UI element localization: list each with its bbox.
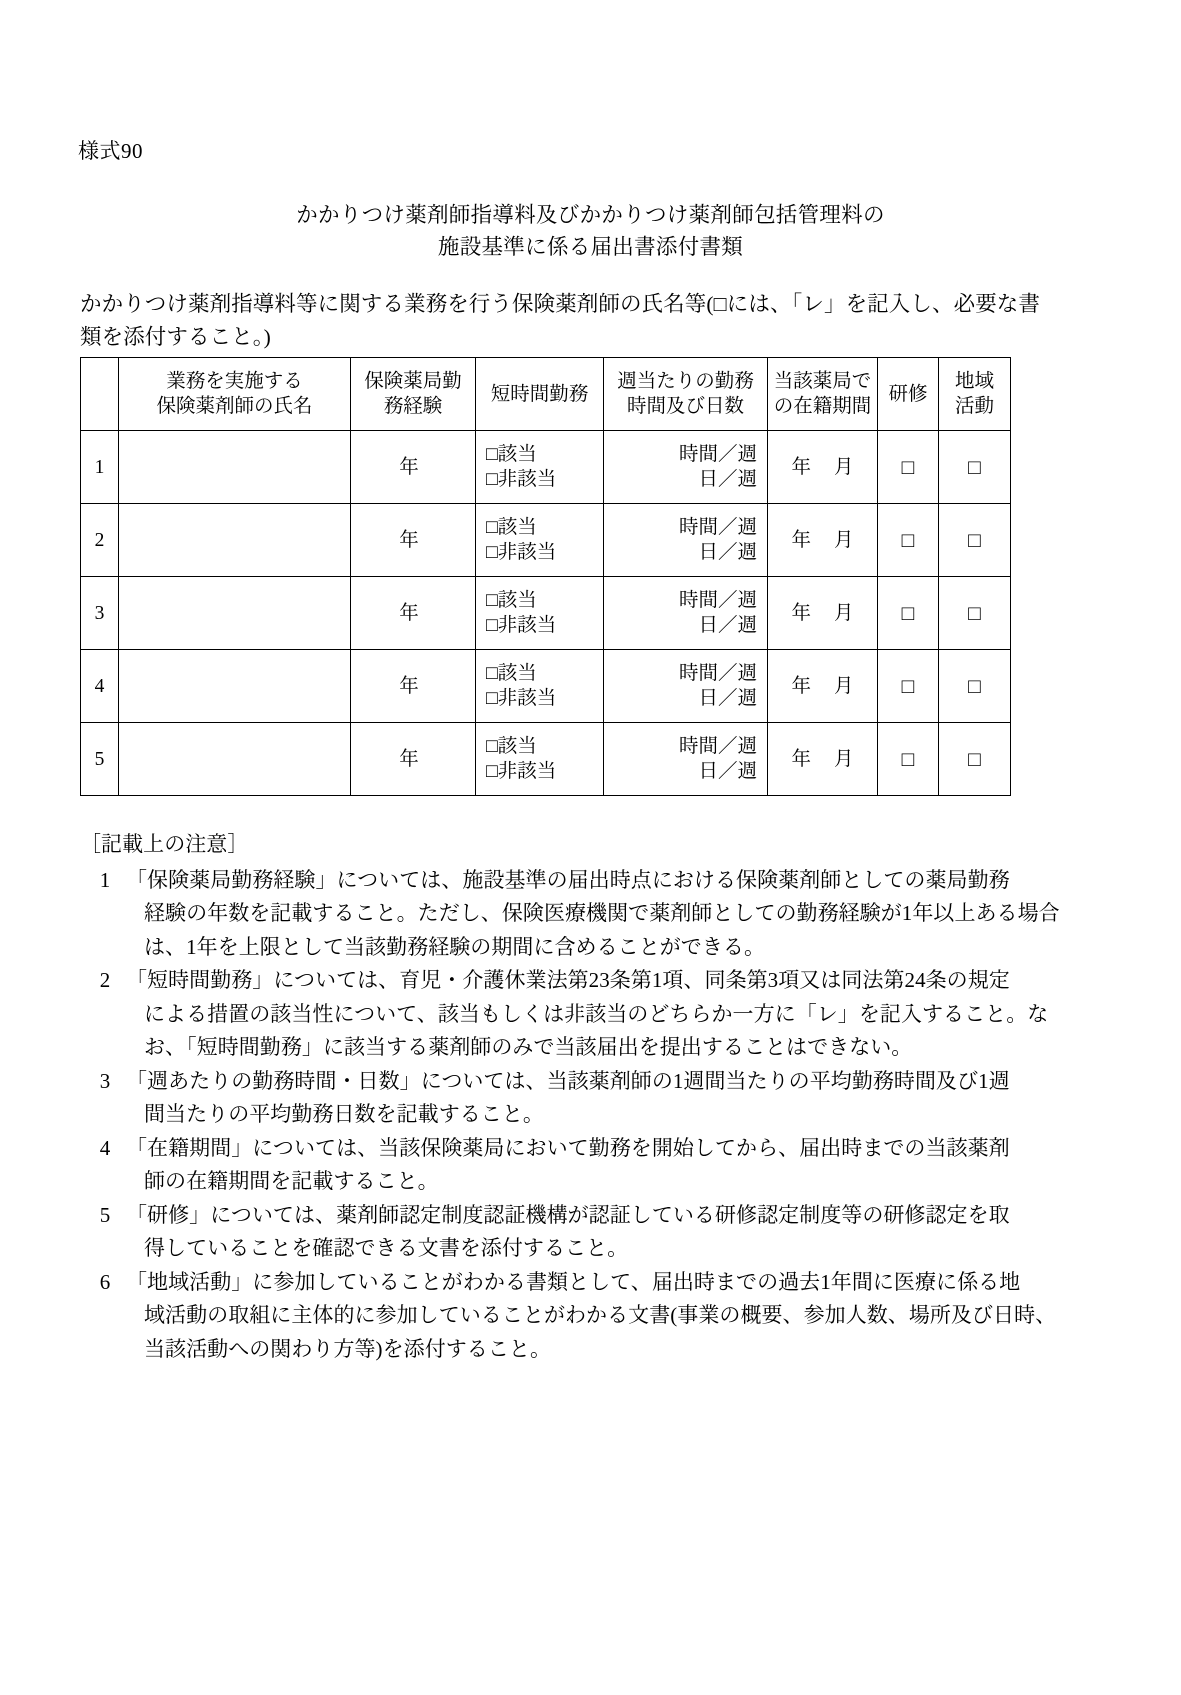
- tenure-cell[interactable]: [768, 650, 878, 723]
- pharmacist-table-wrapper: [80, 357, 1010, 796]
- tenure-month-unit: 月: [833, 602, 854, 624]
- training-checkbox-cell[interactable]: □: [878, 650, 939, 723]
- note-text: [124, 1132, 1100, 1199]
- row-number: 2: [81, 504, 119, 577]
- header-weekly-hours-line2: 時間及び日数: [626, 396, 744, 417]
- weekly-days-unit: 日／週: [698, 761, 757, 782]
- tenure-month-unit: 月: [833, 529, 854, 551]
- short-time-options[interactable]: [476, 661, 603, 711]
- note-line: 間当たりの平均勤務日数を記載すること。: [144, 1102, 544, 1126]
- local-activity-checkbox-cell[interactable]: □: [939, 431, 1011, 504]
- checkbox-not-applicable[interactable]: □非該当: [486, 688, 557, 709]
- note-line: 「地域活動」に参加していることがわかる書類として、届出時までの過去1年間に医療に係る地: [126, 1269, 1021, 1294]
- tenure-cell[interactable]: [768, 431, 878, 504]
- training-checkbox-cell[interactable]: □: [878, 577, 939, 650]
- note-number: 2: [99, 968, 111, 992]
- weekly-hours-units[interactable]: [604, 442, 767, 492]
- training-checkbox-cell[interactable]: □: [878, 723, 939, 796]
- local-activity-checkbox-cell[interactable]: □: [939, 723, 1011, 796]
- tenure-units: [768, 528, 877, 553]
- checkbox-applicable[interactable]: □該当: [486, 590, 537, 611]
- note-line: による措置の該当性について、該当もしくは非該当のどちらか一方に「レ」を記入すること。な: [144, 1001, 1049, 1026]
- header-experience: [351, 358, 476, 431]
- header-weekly-hours: [604, 358, 768, 431]
- header-short-time-work: 短時間勤務: [476, 358, 604, 431]
- notes-heading: ［記載上の注意］: [80, 832, 249, 856]
- form-number: 様式90: [78, 139, 143, 163]
- name-input-cell[interactable]: [119, 577, 351, 650]
- note-item: [80, 1266, 1100, 1367]
- short-time-cell[interactable]: [476, 723, 604, 796]
- header-tenure-line1: 当該薬局で: [773, 371, 872, 392]
- short-time-cell[interactable]: [476, 577, 604, 650]
- note-line: 師の在籍期間を記載すること。: [144, 1169, 439, 1193]
- note-line: 域活動の取組に主体的に参加していることがわかる文書(事業の概要、参加人数、場所及び日時、: [144, 1303, 1057, 1327]
- weekly-hours-cell[interactable]: [604, 723, 768, 796]
- note-line: 経験の年数を記載すること。ただし、保険医療機関で薬剤師としての勤務経験が1年以上ある場合: [144, 901, 1060, 925]
- row-number: 4: [81, 650, 119, 723]
- weekly-hours-cell[interactable]: [604, 504, 768, 577]
- weekly-hours-unit: 時間／週: [678, 517, 757, 538]
- local-activity-checkbox-cell[interactable]: □: [939, 504, 1011, 577]
- tenure-cell[interactable]: [768, 723, 878, 796]
- weekly-hours-units[interactable]: [604, 588, 767, 638]
- note-number: 6: [99, 1269, 111, 1294]
- name-input-cell[interactable]: [119, 504, 351, 577]
- header-pharmacist-name: [119, 358, 351, 431]
- tenure-units: [768, 747, 877, 772]
- header-row-number: [81, 358, 119, 431]
- tenure-units: [768, 455, 877, 480]
- note-number: 1: [99, 867, 111, 892]
- short-time-options[interactable]: [476, 515, 603, 565]
- tenure-units: [768, 601, 877, 626]
- note-text: [124, 964, 1100, 1065]
- weekly-days-unit: 日／週: [698, 615, 757, 636]
- table-row: [81, 504, 1011, 577]
- table-row: [81, 723, 1011, 796]
- header-pharmacist-name-line2: 保険薬剤師の氏名: [156, 396, 313, 417]
- row-number: 5: [81, 723, 119, 796]
- note-text: [124, 1266, 1100, 1367]
- table-row: [81, 650, 1011, 723]
- table-body: [81, 431, 1011, 796]
- weekly-hours-units[interactable]: [604, 734, 767, 784]
- short-time-options[interactable]: [476, 442, 603, 492]
- header-pharmacist-name-line1: 業務を実施する: [166, 371, 303, 392]
- tenure-month-unit: 月: [833, 456, 854, 478]
- note-line: 「保険薬局勤務経験」については、施設基準の届出時点における保険薬剤師としての薬局勤務: [126, 867, 1010, 892]
- local-activity-checkbox-cell[interactable]: □: [939, 650, 1011, 723]
- short-time-options[interactable]: [476, 588, 603, 638]
- header-training: 研修: [878, 358, 939, 431]
- row-number: 1: [81, 431, 119, 504]
- note-item: [80, 1199, 1100, 1266]
- note-line: 「在籍期間」については、当該保険薬局において勤務を開始してから、届出時までの当該薬剤: [126, 1135, 1010, 1160]
- weekly-hours-cell[interactable]: [604, 431, 768, 504]
- header-weekly-hours-line1: 週当たりの勤務: [617, 371, 754, 392]
- tenure-year-unit: 年: [791, 748, 811, 770]
- title-line-1: かかりつけ薬剤師指導料及びかかりつけ薬剤師包括管理料の: [296, 203, 885, 227]
- checkbox-not-applicable[interactable]: □非該当: [486, 542, 557, 563]
- row-number: 3: [81, 577, 119, 650]
- pharmacist-table: [80, 357, 1011, 796]
- weekly-hours-unit: 時間／週: [678, 663, 757, 684]
- note-number: 5: [99, 1202, 111, 1227]
- document-title: [0, 199, 1181, 263]
- weekly-hours-unit: 時間／週: [678, 590, 757, 611]
- checkbox-applicable[interactable]: □該当: [486, 736, 537, 757]
- checkbox-not-applicable[interactable]: □非該当: [486, 469, 557, 490]
- note-line: 「短時間勤務」については、育児・介護休業法第23条第1項、同条第3項又は同法第24条の規定: [126, 968, 1010, 992]
- title-line-2: 施設基準に係る届出書添付書類: [437, 235, 744, 259]
- table-row: [81, 431, 1011, 504]
- note-line: は、1年を上限として当該勤務経験の期間に含めることができる。: [144, 934, 765, 959]
- experience-cell[interactable]: 年: [351, 431, 476, 504]
- short-time-cell[interactable]: [476, 431, 604, 504]
- short-time-options[interactable]: [476, 734, 603, 784]
- experience-cell[interactable]: 年: [351, 650, 476, 723]
- note-line: 「研修」については、薬剤師認定制度認証機構が認証している研修認定制度等の研修認定を取: [126, 1202, 1010, 1227]
- checkbox-applicable[interactable]: □該当: [486, 517, 537, 538]
- header-tenure-line2: の在籍期間: [773, 396, 872, 417]
- weekly-days-unit: 日／週: [698, 469, 757, 490]
- note-line: 当該活動への関わり方等)を添付すること。: [144, 1336, 551, 1361]
- name-input-cell[interactable]: [119, 650, 351, 723]
- weekly-hours-units[interactable]: [604, 661, 767, 711]
- header-experience-line1: 保険薬局勤: [364, 371, 462, 392]
- short-time-cell[interactable]: [476, 504, 604, 577]
- note-text: [124, 1065, 1100, 1132]
- tenure-month-unit: 月: [833, 675, 854, 697]
- checkbox-not-applicable[interactable]: □非該当: [486, 615, 557, 636]
- experience-cell[interactable]: 年: [351, 577, 476, 650]
- note-item: [80, 1065, 1100, 1132]
- note-line: お、「短時間勤務」に該当する薬剤師のみで当該届出を提出することはできない。: [144, 1035, 913, 1059]
- header-experience-line2: 務経験: [383, 396, 443, 417]
- experience-cell[interactable]: 年: [351, 723, 476, 796]
- tenure-year-unit: 年: [791, 529, 811, 551]
- checkbox-applicable[interactable]: □該当: [486, 663, 537, 684]
- header-tenure: [768, 358, 878, 431]
- note-number: 3: [99, 1068, 111, 1093]
- name-input-cell[interactable]: [119, 431, 351, 504]
- note-item: [80, 964, 1100, 1065]
- tenure-cell[interactable]: [768, 504, 878, 577]
- name-input-cell[interactable]: [119, 723, 351, 796]
- local-activity-checkbox-cell[interactable]: □: [939, 577, 1011, 650]
- weekly-hours-unit: 時間／週: [678, 444, 757, 465]
- note-item: [80, 864, 1100, 965]
- tenure-cell[interactable]: [768, 577, 878, 650]
- note-line: 得していることを確認できる文書を添付すること。: [144, 1236, 629, 1260]
- experience-cell[interactable]: 年: [351, 504, 476, 577]
- note-text: [124, 1199, 1100, 1266]
- lead-paragraph: [80, 288, 1090, 354]
- short-time-cell[interactable]: [476, 650, 604, 723]
- checkbox-applicable[interactable]: □該当: [486, 444, 537, 465]
- notes-section: [80, 828, 1100, 1366]
- tenure-units: [768, 674, 877, 699]
- training-checkbox-cell[interactable]: □: [878, 504, 939, 577]
- lead-line-2: 類を添付すること。): [80, 325, 271, 349]
- note-number: 4: [99, 1135, 111, 1160]
- tenure-year-unit: 年: [791, 675, 811, 697]
- training-checkbox-cell[interactable]: □: [878, 431, 939, 504]
- table-header-row: [81, 358, 1011, 431]
- header-local-activity: [939, 358, 1011, 431]
- weekly-days-unit: 日／週: [698, 688, 757, 709]
- note-line: 「週あたりの勤務時間・日数」については、当該薬剤師の1週間当たりの平均勤務時間及び1週: [126, 1068, 1010, 1093]
- weekly-hours-cell[interactable]: [604, 577, 768, 650]
- weekly-days-unit: 日／週: [698, 542, 757, 563]
- checkbox-not-applicable[interactable]: □非該当: [486, 761, 557, 782]
- table-row: [81, 577, 1011, 650]
- tenure-year-unit: 年: [791, 456, 811, 478]
- weekly-hours-units[interactable]: [604, 515, 767, 565]
- tenure-year-unit: 年: [791, 602, 811, 624]
- weekly-hours-unit: 時間／週: [678, 736, 757, 757]
- note-text: [124, 864, 1100, 965]
- header-local-activity-line2: 活動: [954, 396, 994, 417]
- header-local-activity-line1: 地域: [954, 371, 994, 392]
- tenure-month-unit: 月: [833, 748, 854, 770]
- weekly-hours-cell[interactable]: [604, 650, 768, 723]
- lead-line-1: かかりつけ薬剤指導料等に関する業務を行う保険薬剤師の氏名等(□には、「レ」を記入し、必要な書: [80, 292, 1040, 316]
- note-item: [80, 1132, 1100, 1199]
